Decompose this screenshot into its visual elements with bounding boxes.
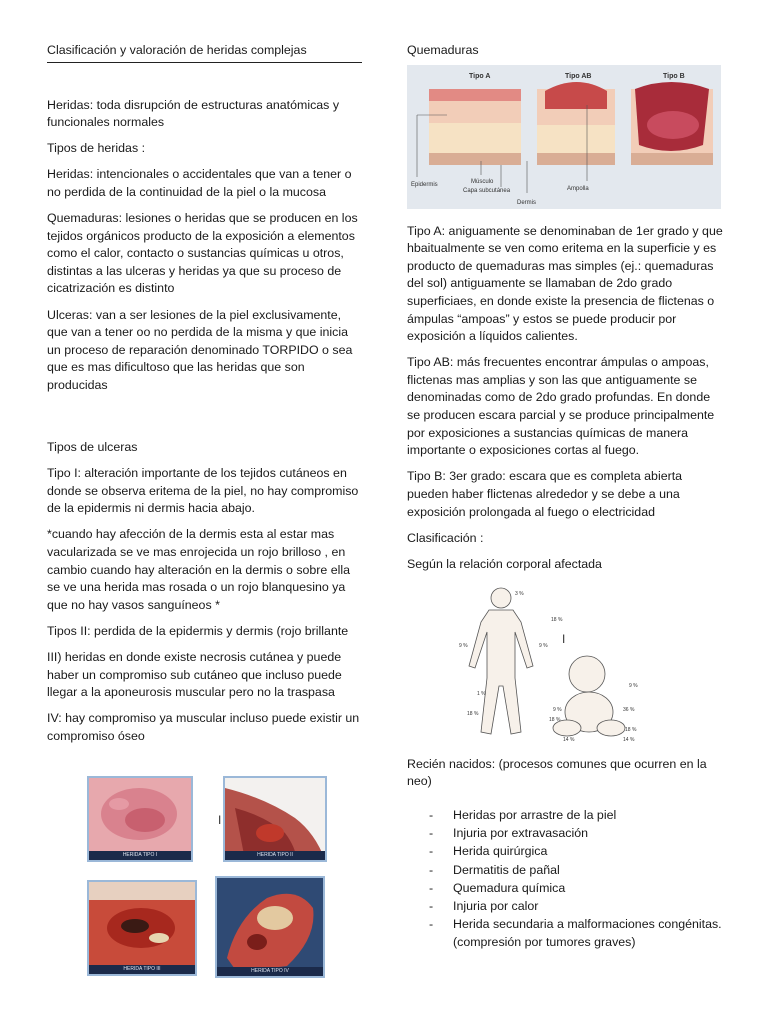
pct-label: 3 % (515, 590, 524, 597)
burn-label-tipo-b: Tipo B (663, 72, 685, 80)
layer-label-ampolla: Ampolla (567, 185, 589, 192)
paragraph-relacion-corporal: Según la relación corporal afectada (407, 556, 602, 571)
list-item: - Injuria por extravasación (429, 825, 725, 843)
wound-caption: HERIDA TIPO III (89, 965, 195, 974)
paragraph-dermis-note: *cuando hay afección de la dermis esta al estar mas vacularizada se ve mas enrojecida un rojo brilloso , en cambio cuando hay alteración en la dermis o sobre ella se ve una herida mas rosada o un rojo blanquesino ya que no hay vasos sanguíneos * (47, 527, 351, 612)
pct-label: 9 % (459, 642, 468, 649)
burn-depth-figure (407, 65, 721, 209)
paragraph-tipo-iii: III) heridas en donde existe necrosis cutánea y puede haber un compromiso sub cutáneo que incluso puede llegar a la aponeurosis muscular pero no la traspasa (47, 649, 342, 700)
ulcer-heading: Tipos de ulceras (47, 440, 138, 454)
paragraph-tipo-a: Tipo A: aniguamente se denominaban de 1er grado y que hbaitualmente se ven como eritema en la superficie y es producto de quemaduras mas simples (ej.: quemaduras del sol) antiguamente se llamaban de 2do grado superficiaes, en donde existe la presencia de flictenas o ámpulas “ampoas” y estos se puede producir por exposición a líquidos calientes. (407, 223, 723, 344)
pct-label: 18 % (467, 710, 479, 717)
wound-image-type-4 (217, 878, 323, 976)
paragraph-tipos-heridas: Tipos de heridas : (47, 141, 146, 156)
wound-photo-type-4 (215, 876, 325, 978)
wound-photo-grid (87, 776, 327, 980)
list-item: - Injuria por calor (429, 898, 725, 916)
paragraph-heridas: Heridas: intencionales o accidentales que van a tener o no perdida de la continuidad de la piel o la mucosa (47, 167, 352, 199)
pct-label: 1 % (477, 690, 486, 697)
paragraph-tipo-ab: Tipo AB: más frecuentes encontrar ámpulas o ampoas, flictenas mas amplias y son las que antiguamente se denominadas como de 2do grado profundas. En donde se producen escara parcial y se produce principalmente por exposiciones a sustancias químicas de manera importante o exposiciones cortas al fuego. (407, 355, 715, 458)
pct-label: 18 % (551, 616, 563, 623)
list-item: - Herida quirúrgica (429, 843, 725, 861)
paragraph-clasificacion: Clasificación : (407, 530, 484, 545)
pct-label: 14 % (563, 736, 575, 743)
wound-caption: HERIDA TIPO IV (217, 967, 323, 976)
paragraph-tipo-iv: IV: hay compromiso ya muscular incluso puede existir un compromiso óseo (47, 711, 360, 743)
text-cursor-icon: I (218, 813, 222, 827)
wound-caption: HERIDA TIPO I (89, 851, 191, 860)
newborn-list (429, 807, 725, 951)
right-column (407, 42, 725, 952)
wound-photo-type-2 (223, 776, 327, 862)
pct-label: 36 % (623, 706, 635, 713)
paragraph-heridas-def: Heridas: toda disrupción de estructuras anatómicas y funcionales normales (47, 97, 340, 130)
wound-photo-type-3 (87, 880, 197, 976)
pct-label: 9 % (629, 682, 638, 689)
wound-caption: HERIDA TIPO II (225, 851, 325, 860)
layer-label-epidermis: Epidermis (411, 181, 438, 188)
burn-depth-illustration (407, 65, 721, 209)
pct-label: 9 % (553, 706, 562, 713)
list-item: - Quemadura química (429, 880, 725, 898)
wound-image-type-1 (89, 778, 191, 860)
paragraph-tipo-i: Tipo I: alteración importante de los tejidos cutáneos en donde se observa eritema de la piel, no hay compromiso de la epidermis ni dermis hacia abajo. (47, 466, 359, 516)
pct-label: 9 % (539, 642, 548, 649)
layer-label-dermis: Dermis (517, 199, 536, 206)
text-cursor-icon: I (562, 632, 566, 646)
quemaduras-heading: Quemaduras (407, 43, 479, 57)
paragraph-tipo-ii: Tipos II: perdida de la epidermis y dermis (rojo brillante (47, 623, 349, 638)
paragraph-tipo-b: Tipo B: 3er grado: escara que es completa abierta pueden haber flictenas alrededor y se debe a una exposición prolongada al fuego o electricidad (407, 469, 683, 519)
burn-label-tipo-a: Tipo A (469, 72, 491, 80)
document-title: Clasificación y valoración de heridas complejas (47, 42, 362, 63)
pct-label: 18 % (625, 726, 637, 733)
left-column (47, 42, 362, 754)
layer-label-musculo: Músculo (471, 178, 494, 185)
newborn-heading: Recién nacidos: (procesos comunes que ocurren en la neo) (407, 756, 707, 789)
paragraph-quemaduras: Quemaduras: lesiones o heridas que se producen en los tejidos orgánicos producto de la exposición a elementos como el calor, contacto o sustancias químicas u otros, distintas a las ulceras y heridas ya que su proceso de cicatrización es distinto (47, 211, 358, 296)
wound-image-type-3 (89, 882, 195, 974)
list-item: - Dermatitis de pañal (429, 862, 725, 880)
paragraph-ulceras: Ulceras: van a ser lesiones de la piel exclusivamente, que van a tener oo no perdida de la misma y que inicia un proceso de reparación denominado TORPIDO o sea que es mas dificultoso que las heridas que son producidas (47, 307, 353, 392)
body-surface-figure (459, 582, 639, 742)
list-item: - Heridas por arrastre de la piel (429, 807, 725, 825)
wound-photo-type-1 (87, 776, 193, 862)
pct-label: 14 % (623, 736, 635, 743)
layer-label-subcutanea: Capa subcutánea (463, 187, 511, 194)
pct-label: 18 % (549, 716, 561, 723)
burn-label-tipo-ab: Tipo AB (565, 72, 592, 80)
wound-image-type-2 (225, 778, 325, 860)
list-item: - Herida secundaria a malformaciones congénitas. (compresión por tumores graves) (429, 916, 725, 951)
